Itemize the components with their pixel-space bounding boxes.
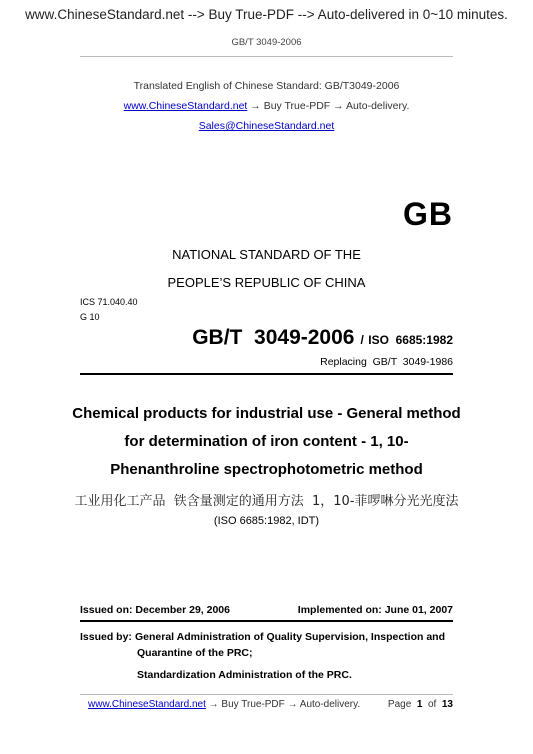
replacing-note: Replacing GB/T 3049-1986 (320, 356, 453, 368)
national-standard-line1: NATIONAL STANDARD OF THE (172, 247, 361, 262)
footer-chinesestandard-link[interactable]: www.ChineseStandard.net (88, 699, 206, 710)
sales-email-link[interactable]: Sales@ChineseStandard.net (198, 120, 335, 132)
footer-buy-line (88, 699, 360, 710)
page-label: Page (387, 699, 412, 710)
slash-separator: / (360, 333, 364, 347)
page-current: 1 (416, 699, 423, 710)
title-divider (80, 373, 453, 375)
title-line-1: Chemical products for industrial use - General method (72, 405, 461, 422)
dates-divider (80, 620, 453, 622)
implemented-date: Implemented on: June 01, 2007 (297, 604, 453, 616)
page-of: of (427, 699, 437, 710)
issued-by-block (80, 629, 460, 661)
gb-number: GB/T 3049-2006 (192, 326, 355, 349)
page-indicator (388, 699, 453, 710)
iso-number: ISO 6685:1982 (368, 333, 453, 347)
footer-buy-text: → Buy True-PDF → Auto-delivery. (205, 699, 361, 710)
issuer-line-1: General Administration of Quality Supervision, Inspection and (135, 631, 445, 643)
buy-line (0, 100, 533, 112)
title-line-2: for determination of iron content - 1, 10- (124, 433, 409, 450)
translation-note: Translated English of Chinese Standard: GB/T3049-2006 (133, 80, 400, 92)
issuer-line-2: Quarantine of the PRC; (137, 647, 253, 659)
issuer-line-3: Standardization Administration of the PRC. (137, 669, 352, 681)
header-standard-code: GB/T 3049-2006 (231, 37, 302, 48)
chinesestandard-link[interactable]: www.ChineseStandard.net (123, 100, 248, 112)
iso-equivalence: (ISO 6685:1982, IDT) (213, 515, 320, 527)
chinese-title: 工业用化工产品 铁含量测定的通用方法 1，10-菲啰啉分光光度法 (74, 494, 459, 509)
title-line-3: Phenanthroline spectrophotometric method (110, 461, 423, 478)
national-standard-line2: PEOPLE’S REPUBLIC OF CHINA (167, 275, 366, 290)
g-code: G 10 (80, 312, 100, 322)
ics-code: ICS 71.040.40 (80, 297, 138, 307)
gb-logo: GB (403, 196, 453, 232)
issued-date: Issued on: December 29, 2006 (80, 604, 230, 616)
footer-divider (80, 694, 453, 695)
header-divider (80, 56, 453, 57)
standard-number (192, 326, 453, 350)
top-banner: www.ChineseStandard.net --> Buy True-PDF --> Auto-delivered in 0~10 minutes. (25, 7, 508, 22)
issued-by-label: Issued by: (80, 631, 132, 643)
buy-text: → Buy True-PDF → Auto-delivery. (247, 100, 410, 112)
page-total: 13 (441, 699, 453, 710)
